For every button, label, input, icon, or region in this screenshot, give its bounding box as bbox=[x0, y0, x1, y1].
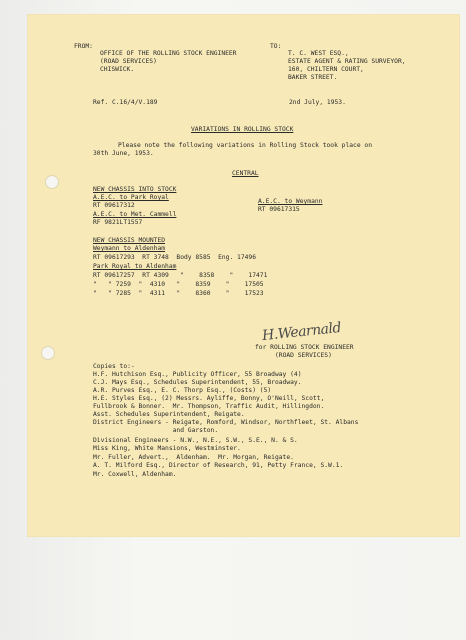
to-label: TO: bbox=[270, 43, 282, 50]
into-stock-right-2: RT 09617315 bbox=[258, 206, 300, 213]
mounted-row-3: " " 7285 " 4311 " 8360 " 17523 bbox=[93, 290, 264, 297]
intro-line-2: 30th June, 1953. bbox=[93, 150, 154, 157]
mounted-row-2: " " 7259 " 4310 " 8359 " 17505 bbox=[93, 281, 264, 288]
mounted-sub-weymann: Weymann to Aldenham bbox=[93, 245, 166, 252]
from-line-2: (ROAD SERVICES) bbox=[100, 58, 157, 65]
copies-line-8: and Garston. bbox=[93, 427, 219, 434]
into-stock-left-1: A.E.C. to Park Royal bbox=[93, 194, 169, 201]
copies-line-11: Mr. Fuller, Advert., Aldenham. Mr. Morgan, Reigate. bbox=[93, 454, 294, 461]
into-stock-left-4: RF 9821LT1557 bbox=[93, 219, 143, 226]
to-line-2: ESTATE AGENT & RATING SURVEYOR, bbox=[288, 58, 406, 65]
copies-line-7: District Engineers - Reigate, Romford, Windsor, Northfleet, St. Albans bbox=[93, 419, 359, 426]
punch-hole-bottom bbox=[41, 346, 55, 360]
into-stock-left-3: A.E.C. to Met. Cammell bbox=[93, 211, 177, 218]
copies-label: Copies to:- bbox=[93, 363, 135, 370]
punch-hole-top bbox=[45, 175, 59, 189]
from-label: FROM: bbox=[74, 43, 93, 50]
signoff-line-2: (ROAD SERVICES) bbox=[275, 352, 332, 359]
mounted-row-weymann: RT 09617293 RT 3748 Body 8585 Eng. 17496 bbox=[93, 254, 257, 261]
signoff-line-1: for ROLLING STOCK ENGINEER bbox=[255, 344, 354, 351]
section-central: CENTRAL bbox=[232, 170, 259, 177]
to-line-3: 160, CHILTERN COURT, bbox=[288, 66, 364, 73]
from-line-3: CHISWICK. bbox=[100, 66, 135, 73]
mounted-sub-parkroyal: Park Royal to Aldenham bbox=[93, 263, 177, 270]
mounted-title: NEW CHASSIS MOUNTED bbox=[93, 237, 166, 244]
handwritten-signature: H.Wearnald bbox=[261, 319, 342, 345]
mounted-row-1: RT 09617257 RT 4309 " 8358 " 17471 bbox=[93, 272, 268, 279]
reference: Ref. C.16/4/V.189 bbox=[93, 99, 158, 106]
copies-line-12: A. T. Milford Esq., Director of Research, 91, Petty France, S.W.1. bbox=[93, 462, 344, 469]
copies-line-1: H.F. Hutchison Esq., Publicity Officer, 55 Broadway (4) bbox=[93, 371, 302, 378]
copies-line-4: H.E. Styles Esq., (2) Messrs. Ayliffe, Bonny, O'Neill, Scott, bbox=[93, 395, 325, 402]
copies-line-5: Fullbrook & Bonner. Mr. Thompson, Traffic Audit, Hillingdon. bbox=[93, 403, 325, 410]
into-stock-title: NEW CHASSIS INTO STOCK bbox=[93, 186, 177, 193]
document-heading: VARIATIONS IN ROLLING STOCK bbox=[191, 126, 294, 133]
copies-line-9: Divisional Engineers - N.W., N.E., S.W., S.E., N. & S. bbox=[93, 437, 298, 444]
from-line-1: OFFICE OF THE ROLLING STOCK ENGINEER bbox=[100, 50, 237, 57]
letter-date: 2nd July, 1953. bbox=[289, 99, 346, 106]
copies-line-10: Miss King, White Mansions, Westminster. bbox=[93, 445, 241, 452]
copies-line-2: C.J. Mays Esq., Schedules Superintendent, 55, Broadway. bbox=[93, 379, 302, 386]
to-line-4: BAKER STREET. bbox=[288, 74, 338, 81]
into-stock-left-2: RT 09617312 bbox=[93, 202, 135, 209]
copies-line-13: Mr. Coxwell, Aldenham. bbox=[93, 471, 177, 478]
to-line-1: T. C. WEST ESQ., bbox=[288, 50, 349, 57]
into-stock-right-1: A.E.C. to Weymann bbox=[258, 198, 323, 205]
copies-line-3: A.R. Purves Esq., E. C. Thorp Esq., (Costs) (5) bbox=[93, 387, 272, 394]
intro-line-1: Please note the following variations in Rolling Stock took place on bbox=[118, 142, 373, 149]
copies-line-6: Asst. Schedules Superintendent, Reigate. bbox=[93, 411, 245, 418]
